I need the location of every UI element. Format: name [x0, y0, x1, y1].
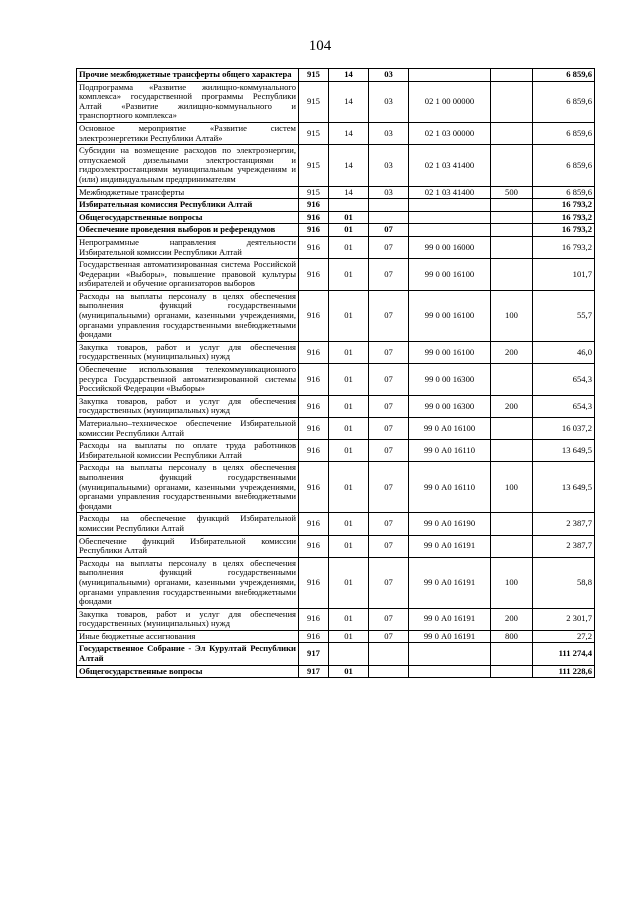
row-name: Прочие межбюджетные трансферты общего характера	[77, 69, 299, 82]
row-subsection-code: 03	[369, 69, 409, 82]
row-target-article: 99 0 А0 16191	[409, 557, 491, 608]
row-subsection-code: 07	[369, 630, 409, 643]
table-row	[77, 236, 595, 258]
row-amount: 16 037,2	[533, 418, 595, 440]
table-row	[77, 395, 595, 417]
row-target-article: 02 1 03 00000	[409, 122, 491, 144]
row-ministry-code: 915	[299, 122, 329, 144]
row-amount: 16 793,2	[533, 211, 595, 224]
row-amount: 6 859,6	[533, 81, 595, 122]
row-name: Расходы на обеспечение функций Избирательной комиссии Республики Алтай	[77, 513, 299, 535]
budget-table	[76, 68, 595, 678]
row-amount: 2 387,7	[533, 535, 595, 557]
row-subsection-code: 03	[369, 145, 409, 186]
table-row	[77, 122, 595, 144]
table-row	[77, 462, 595, 513]
row-subsection-code	[369, 665, 409, 678]
row-section-code: 14	[329, 69, 369, 82]
row-expense-type: 100	[491, 557, 533, 608]
row-name: Избирательная комиссия Республики Алтай	[77, 199, 299, 212]
row-section-code: 01	[329, 630, 369, 643]
row-expense-type	[491, 259, 533, 291]
row-expense-type: 800	[491, 630, 533, 643]
row-amount: 16 793,2	[533, 224, 595, 237]
row-amount: 27,2	[533, 630, 595, 643]
row-ministry-code: 916	[299, 418, 329, 440]
row-name: Обеспечение функций Избирательной комиссии Республики Алтай	[77, 535, 299, 557]
row-target-article: 99 0 00 16300	[409, 395, 491, 417]
row-subsection-code: 07	[369, 418, 409, 440]
row-section-code: 01	[329, 513, 369, 535]
row-name: Закупка товаров, работ и услуг для обеспечения государственных (муниципальных) нужд	[77, 341, 299, 363]
table-row	[77, 535, 595, 557]
row-section-code: 14	[329, 186, 369, 199]
row-subsection-code: 07	[369, 364, 409, 396]
row-ministry-code: 916	[299, 259, 329, 291]
row-expense-type	[491, 513, 533, 535]
row-ministry-code: 916	[299, 290, 329, 341]
row-amount: 58,8	[533, 557, 595, 608]
row-name: Государственная автоматизированная система Российской Федерации «Выборы», повышение правовой культуры избирателей и обучение организаторов выборов	[77, 259, 299, 291]
row-name: Расходы на выплаты по оплате труда работников Избирательной комиссии Республики Алтай	[77, 440, 299, 462]
row-ministry-code: 915	[299, 81, 329, 122]
row-section-code: 01	[329, 395, 369, 417]
row-amount: 2 387,7	[533, 513, 595, 535]
row-subsection-code: 07	[369, 608, 409, 630]
row-section-code: 01	[329, 290, 369, 341]
row-target-article	[409, 69, 491, 82]
row-ministry-code: 916	[299, 199, 329, 212]
row-ministry-code: 915	[299, 186, 329, 199]
row-amount: 6 859,6	[533, 69, 595, 82]
row-section-code: 01	[329, 535, 369, 557]
row-name: Межбюджетные трансферты	[77, 186, 299, 199]
table-row	[77, 440, 595, 462]
table-row	[77, 418, 595, 440]
row-target-article	[409, 665, 491, 678]
row-expense-type	[491, 224, 533, 237]
row-target-article: 99 0 00 16100	[409, 259, 491, 291]
row-ministry-code: 916	[299, 395, 329, 417]
row-amount: 6 859,6	[533, 145, 595, 186]
row-target-article: 99 0 00 16100	[409, 341, 491, 363]
row-ministry-code: 916	[299, 462, 329, 513]
table-row	[77, 630, 595, 643]
row-expense-type	[491, 81, 533, 122]
table-row	[77, 513, 595, 535]
row-expense-type	[491, 535, 533, 557]
row-target-article: 02 1 03 41400	[409, 145, 491, 186]
row-amount: 111 228,6	[533, 665, 595, 678]
row-ministry-code: 915	[299, 145, 329, 186]
row-section-code: 01	[329, 236, 369, 258]
row-name: Расходы на выплаты персоналу в целях обеспечения выполнения функций государственными (муниципальными) органами, казенными учреждениями, органами управления государственными внебюджетными фондами	[77, 290, 299, 341]
row-name: Иные бюджетные ассигнования	[77, 630, 299, 643]
row-subsection-code: 07	[369, 259, 409, 291]
row-name: Расходы на выплаты персоналу в целях обеспечения выполнения функций государственными (муниципальными) органами, казенными учреждениями, органами управления государственными внебюджетными фондами	[77, 557, 299, 608]
row-section-code: 14	[329, 81, 369, 122]
row-expense-type	[491, 440, 533, 462]
row-target-article	[409, 211, 491, 224]
row-amount: 654,3	[533, 395, 595, 417]
row-name: Государственное Собрание - Эл Курултай Республики Алтай	[77, 643, 299, 665]
row-ministry-code: 916	[299, 557, 329, 608]
row-subsection-code: 07	[369, 236, 409, 258]
row-name: Обеспечение использования телекоммуникационного ресурса Государственной автоматизированной системы Российской Федерации «Выборы»	[77, 364, 299, 396]
row-ministry-code: 917	[299, 643, 329, 665]
row-amount: 2 301,7	[533, 608, 595, 630]
row-section-code: 01	[329, 211, 369, 224]
row-subsection-code: 03	[369, 122, 409, 144]
row-section-code: 01	[329, 440, 369, 462]
row-subsection-code: 03	[369, 186, 409, 199]
table-body	[77, 69, 595, 678]
row-section-code: 14	[329, 145, 369, 186]
row-expense-type: 200	[491, 608, 533, 630]
row-name: Общегосударственные вопросы	[77, 211, 299, 224]
row-expense-type	[491, 665, 533, 678]
row-target-article: 99 0 А0 16100	[409, 418, 491, 440]
row-subsection-code: 07	[369, 224, 409, 237]
row-amount: 55,7	[533, 290, 595, 341]
table-row	[77, 643, 595, 665]
row-ministry-code: 916	[299, 513, 329, 535]
row-expense-type	[491, 418, 533, 440]
row-subsection-code: 07	[369, 557, 409, 608]
row-ministry-code: 916	[299, 236, 329, 258]
row-ministry-code: 917	[299, 665, 329, 678]
row-ministry-code: 916	[299, 535, 329, 557]
row-subsection-code: 03	[369, 81, 409, 122]
row-amount: 16 793,2	[533, 236, 595, 258]
row-section-code: 01	[329, 341, 369, 363]
row-subsection-code: 07	[369, 341, 409, 363]
row-name: Непрограммные направления деятельности Избирательной комиссии Республики Алтай	[77, 236, 299, 258]
table-row	[77, 290, 595, 341]
row-ministry-code: 916	[299, 211, 329, 224]
row-name: Основное мероприятие «Развитие систем электроэнергетики Республики Алтай»	[77, 122, 299, 144]
row-ministry-code: 916	[299, 341, 329, 363]
row-section-code	[329, 643, 369, 665]
row-target-article: 99 0 А0 16110	[409, 462, 491, 513]
table-row	[77, 665, 595, 678]
table-row	[77, 608, 595, 630]
row-target-article: 99 0 А0 16191	[409, 630, 491, 643]
row-target-article: 99 0 00 16000	[409, 236, 491, 258]
row-section-code: 01	[329, 665, 369, 678]
row-name: Материально–техническое обеспечение Избирательной комиссии Республики Алтай	[77, 418, 299, 440]
table-row	[77, 69, 595, 82]
row-ministry-code: 916	[299, 440, 329, 462]
row-subsection-code: 07	[369, 535, 409, 557]
row-expense-type	[491, 145, 533, 186]
row-ministry-code: 915	[299, 69, 329, 82]
table-row	[77, 211, 595, 224]
row-name: Подпрограмма «Развитие жилищно-коммунального комплекса» государственной программы Республики Алтай «Развитие жилищно-коммунального и транспортного комплекса»	[77, 81, 299, 122]
row-target-article: 02 1 00 00000	[409, 81, 491, 122]
row-ministry-code: 916	[299, 224, 329, 237]
row-expense-type	[491, 69, 533, 82]
row-target-article: 99 0 А0 16190	[409, 513, 491, 535]
row-subsection-code: 07	[369, 290, 409, 341]
row-section-code: 01	[329, 608, 369, 630]
table-row	[77, 186, 595, 199]
page-number: 104	[308, 38, 332, 54]
row-expense-type: 200	[491, 395, 533, 417]
row-name: Закупка товаров, работ и услуг для обеспечения государственных (муниципальных) нужд	[77, 395, 299, 417]
row-expense-type: 500	[491, 186, 533, 199]
row-amount: 111 274,4	[533, 643, 595, 665]
row-subsection-code: 07	[369, 513, 409, 535]
row-expense-type	[491, 199, 533, 212]
row-amount: 13 649,5	[533, 440, 595, 462]
row-section-code: 01	[329, 418, 369, 440]
row-target-article: 02 1 03 41400	[409, 186, 491, 199]
row-expense-type: 100	[491, 462, 533, 513]
row-expense-type	[491, 643, 533, 665]
table-row	[77, 341, 595, 363]
row-ministry-code: 916	[299, 630, 329, 643]
row-subsection-code: 07	[369, 395, 409, 417]
row-section-code	[329, 199, 369, 212]
row-name: Общегосударственные вопросы	[77, 665, 299, 678]
row-expense-type: 100	[491, 290, 533, 341]
row-subsection-code	[369, 199, 409, 212]
row-section-code: 14	[329, 122, 369, 144]
row-target-article	[409, 643, 491, 665]
row-target-article: 99 0 00 16300	[409, 364, 491, 396]
row-expense-type	[491, 122, 533, 144]
row-target-article: 99 0 А0 16191	[409, 535, 491, 557]
row-amount: 6 859,6	[533, 186, 595, 199]
table-row	[77, 259, 595, 291]
row-section-code: 01	[329, 364, 369, 396]
row-target-article	[409, 224, 491, 237]
row-name: Обеспечение проведения выборов и референдумов	[77, 224, 299, 237]
table-row	[77, 145, 595, 186]
row-expense-type: 200	[491, 341, 533, 363]
row-target-article: 99 0 00 16100	[409, 290, 491, 341]
row-expense-type	[491, 364, 533, 396]
row-target-article: 99 0 А0 16110	[409, 440, 491, 462]
row-ministry-code: 916	[299, 364, 329, 396]
row-section-code: 01	[329, 462, 369, 513]
row-section-code: 01	[329, 557, 369, 608]
row-section-code: 01	[329, 224, 369, 237]
row-ministry-code: 916	[299, 608, 329, 630]
row-name: Субсидии на возмещение расходов по электроэнергии, отпускаемой дизельными электростанциями и гидроэлектростанциями муниципальным учреждениям и (или) индивидуальным предпринимателям	[77, 145, 299, 186]
table-row	[77, 364, 595, 396]
table-row	[77, 199, 595, 212]
row-expense-type	[491, 211, 533, 224]
row-target-article: 99 0 А0 16191	[409, 608, 491, 630]
row-amount: 16 793,2	[533, 199, 595, 212]
row-expense-type	[491, 236, 533, 258]
table-row	[77, 81, 595, 122]
row-subsection-code: 07	[369, 462, 409, 513]
row-target-article	[409, 199, 491, 212]
table-row	[77, 224, 595, 237]
row-subsection-code: 07	[369, 440, 409, 462]
row-amount: 6 859,6	[533, 122, 595, 144]
row-amount: 101,7	[533, 259, 595, 291]
row-name: Расходы на выплаты персоналу в целях обеспечения выполнения функций государственными (муниципальными) органами, казенными учреждениями, органами управления государственными внебюджетными фондами	[77, 462, 299, 513]
row-section-code: 01	[329, 259, 369, 291]
row-subsection-code	[369, 643, 409, 665]
row-amount: 13 649,5	[533, 462, 595, 513]
row-subsection-code	[369, 211, 409, 224]
row-name: Закупка товаров, работ и услуг для обеспечения государственных (муниципальных) нужд	[77, 608, 299, 630]
table-row	[77, 557, 595, 608]
row-amount: 654,3	[533, 364, 595, 396]
row-amount: 46,0	[533, 341, 595, 363]
